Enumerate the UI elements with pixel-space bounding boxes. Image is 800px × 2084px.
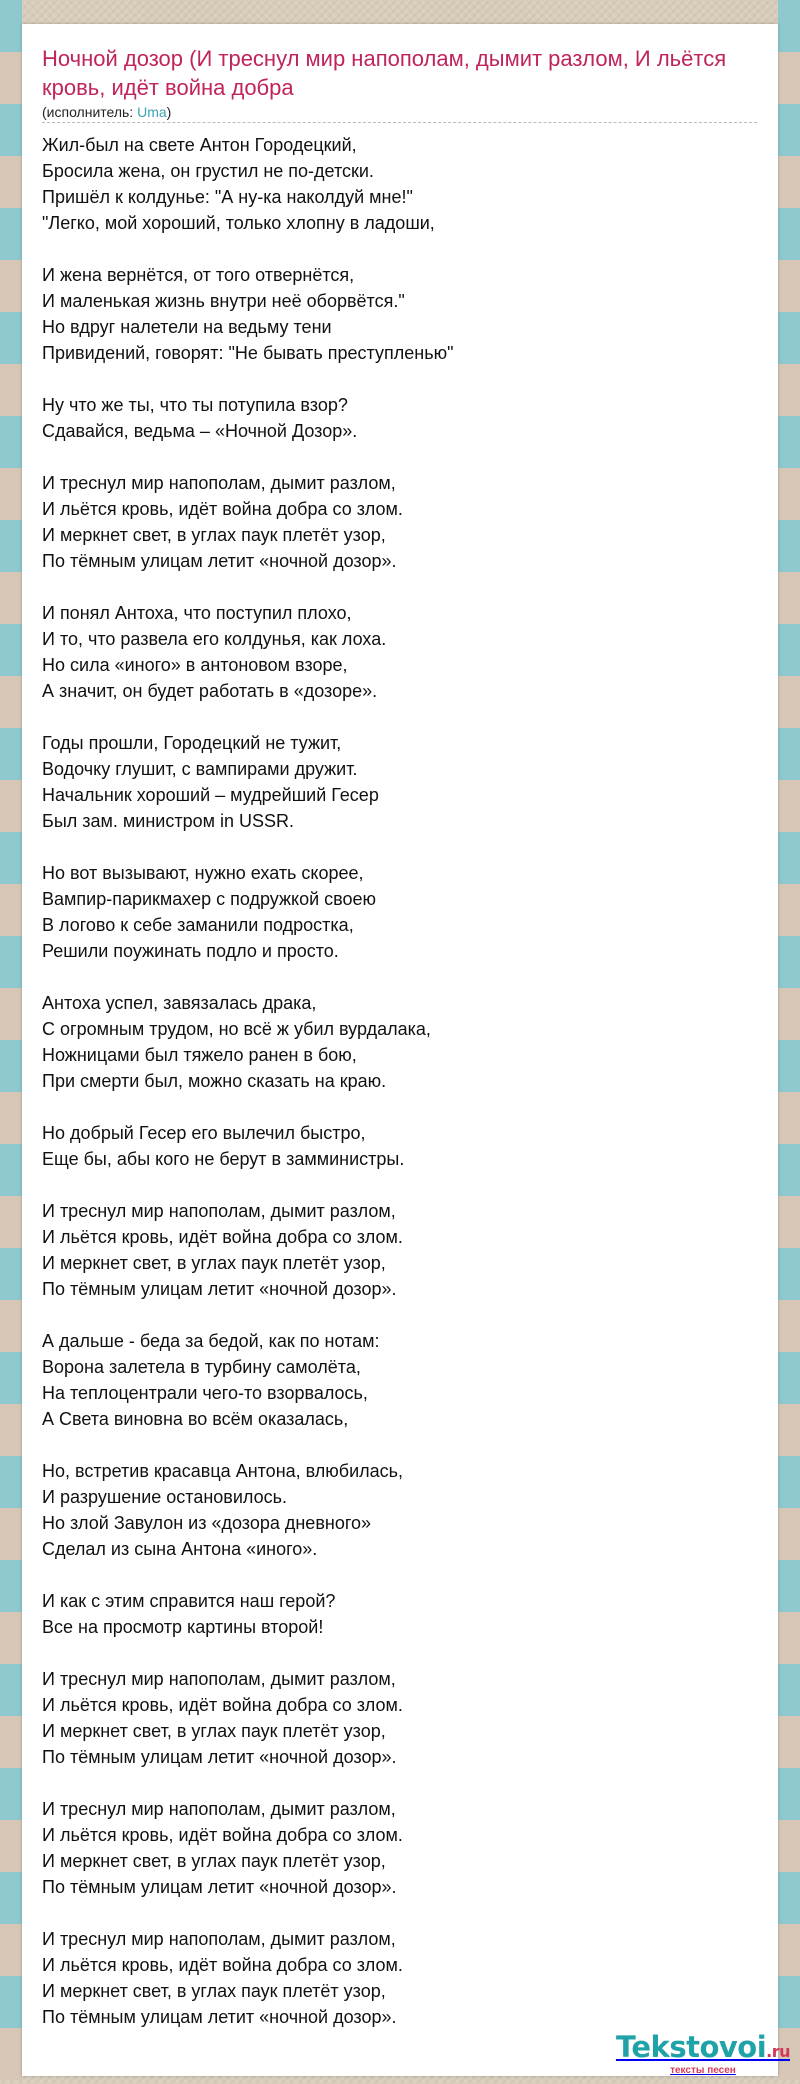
stripe-segment xyxy=(0,1456,22,1508)
stripe-segment xyxy=(0,364,22,416)
logo-tagline: тексты песен xyxy=(670,2065,736,2076)
stripe-segment xyxy=(778,1144,800,1196)
lyrics-stanza xyxy=(42,1796,757,1900)
stripe-segment xyxy=(0,1508,22,1560)
stripe-segment xyxy=(0,52,22,104)
stripe-segment xyxy=(778,312,800,364)
lyrics-line: И треснул мир напополам, дымит разлом, xyxy=(42,1929,396,1949)
stripe-segment xyxy=(0,780,22,832)
stripe-segment xyxy=(0,520,22,572)
stripe-segment xyxy=(0,0,22,52)
stripe-segment xyxy=(0,1664,22,1716)
lyrics-line: На теплоцентрали чего-то взорвалось, xyxy=(42,1383,368,1403)
lyrics-line: Ворона залетела в турбину самолёта, xyxy=(42,1357,361,1377)
stripe-segment xyxy=(778,364,800,416)
lyrics-stanza xyxy=(42,470,757,574)
lyrics-line: Но вдруг налетели на ведьму тени xyxy=(42,317,332,337)
stripe-segment xyxy=(778,1404,800,1456)
stripe-segment xyxy=(778,1508,800,1560)
stripe-segment xyxy=(0,1300,22,1352)
lyrics-line: И меркнет свет, в углах паук плетёт узор, xyxy=(42,1981,386,2001)
lyrics-line: И меркнет свет, в углах паук плетёт узор, xyxy=(42,1253,386,1273)
artist-suffix: ) xyxy=(166,104,172,120)
lyrics-line: Но сила «иного» в антоновом взоре, xyxy=(42,655,348,675)
lyrics-line: И меркнет свет, в углах паук плетёт узор, xyxy=(42,1721,386,1741)
stripe-segment xyxy=(0,1924,22,1976)
stripe-segment xyxy=(0,1404,22,1456)
stripe-segment xyxy=(778,1196,800,1248)
tekstovoi-logo[interactable] xyxy=(616,2032,790,2076)
lyrics-line: Бросила жена, он грустил не по-детски. xyxy=(42,161,374,181)
lyrics-line: Сдавайся, ведьма – «Ночной Дозор». xyxy=(42,421,358,441)
lyrics-line: Но вот вызывают, нужно ехать скорее, xyxy=(42,863,364,883)
stripe-segment xyxy=(778,156,800,208)
lyrics-line: А значит, он будет работать в «дозоре». xyxy=(42,681,378,701)
lyrics-line: И льётся кровь, идёт война добра со злом. xyxy=(42,499,403,519)
lyrics-line: При смерти был, можно сказать на краю. xyxy=(42,1071,387,1091)
lyrics-line: И понял Антоха, что поступил плохо, xyxy=(42,603,352,623)
lyrics-line: По тёмным улицам летит «ночной дозор». xyxy=(42,2007,397,2027)
stripe-segment xyxy=(0,572,22,624)
lyrics-line: Решили поужинать подло и просто. xyxy=(42,941,339,961)
lyrics-line: Вампир-парикмахер с подружкой своею xyxy=(42,889,377,909)
stripe-segment xyxy=(0,728,22,780)
lyrics-line: А дальше - беда за бедой, как по нотам: xyxy=(42,1331,380,1351)
stripe-segment xyxy=(0,988,22,1040)
lyrics-line: Сделал из сына Антона «иного». xyxy=(42,1539,318,1559)
lyrics-line: "Легко, мой хороший, только хлопну в ладоши, xyxy=(42,213,435,233)
lyrics-stanza xyxy=(42,1328,757,1432)
lyrics-stanza xyxy=(42,730,757,834)
stripe-segment xyxy=(778,1716,800,1768)
stripe-segment xyxy=(0,1196,22,1248)
lyrics-line: И льётся кровь, идёт война добра со злом. xyxy=(42,1227,403,1247)
left-decorative-stripes xyxy=(0,0,22,2084)
lyrics-line: И треснул мир напополам, дымит разлом, xyxy=(42,1799,396,1819)
lyrics-line: И меркнет свет, в углах паук плетёт узор, xyxy=(42,1851,386,1871)
lyrics-line: И треснул мир напополам, дымит разлом, xyxy=(42,473,396,493)
stripe-segment xyxy=(778,1976,800,2028)
stripe-segment xyxy=(778,832,800,884)
lyrics-line: И треснул мир напополам, дымит разлом, xyxy=(42,1201,396,1221)
stripe-segment xyxy=(778,1872,800,1924)
stripe-segment xyxy=(778,1040,800,1092)
stripe-segment xyxy=(778,728,800,780)
stripe-segment xyxy=(778,572,800,624)
logo-wordmark xyxy=(616,2032,790,2067)
song-title: Ночной дозор (И треснул мир напополам, дымит разлом, И льётся кровь, идёт война добра xyxy=(42,46,727,100)
lyrics-line: Начальник хороший – мудрейший Гесер xyxy=(42,785,379,805)
stripe-segment xyxy=(0,1560,22,1612)
stripe-segment xyxy=(0,1144,22,1196)
stripe-segment xyxy=(778,936,800,988)
stripe-segment xyxy=(0,468,22,520)
stripe-segment xyxy=(778,260,800,312)
stripe-segment xyxy=(0,1820,22,1872)
stripe-segment xyxy=(778,624,800,676)
lyrics-line: Пришёл к колдунье: "А ну-ка наколдуй мне!" xyxy=(42,187,413,207)
stripe-segment xyxy=(0,2028,22,2080)
lyrics-line: И жена вернётся, от того отвернётся, xyxy=(42,265,355,285)
stripe-segment xyxy=(778,1300,800,1352)
stripe-segment xyxy=(778,1820,800,1872)
lyrics-line: С огромным трудом, но всё ж убил вурдалака, xyxy=(42,1019,431,1039)
lyrics-line: По тёмным улицам летит «ночной дозор». xyxy=(42,1877,397,1897)
lyrics-line: И меркнет свет, в углах паук плетёт узор, xyxy=(42,525,386,545)
lyrics-line: По тёмным улицам летит «ночной дозор». xyxy=(42,1747,397,1767)
artist-prefix: (исполнитель: xyxy=(42,104,138,120)
lyrics-line: Был зам. министром in USSR. xyxy=(42,811,294,831)
stripe-segment xyxy=(0,156,22,208)
stripe-segment xyxy=(0,1976,22,2028)
stripe-segment xyxy=(778,104,800,156)
stripe-segment xyxy=(778,1924,800,1976)
stripe-segment xyxy=(778,988,800,1040)
stripe-segment xyxy=(0,676,22,728)
stripe-segment xyxy=(778,1664,800,1716)
stripe-segment xyxy=(0,104,22,156)
stripe-segment xyxy=(0,312,22,364)
stripe-segment xyxy=(0,260,22,312)
lyrics-stanza xyxy=(42,1458,757,1562)
lyrics-line: Но, встретив красавца Антона, влюбилась, xyxy=(42,1461,404,1481)
lyrics-line: По тёмным улицам летит «ночной дозор». xyxy=(42,1279,397,1299)
stripe-segment xyxy=(0,1352,22,1404)
stripe-segment xyxy=(0,1872,22,1924)
lyrics-line: Водочку глушит, с вампирами дружит. xyxy=(42,759,358,779)
lyrics-line: И то, что развела его колдунья, как лоха. xyxy=(42,629,387,649)
stripe-segment xyxy=(0,624,22,676)
lyrics-line: По тёмным улицам летит «ночной дозор». xyxy=(42,551,397,571)
stripe-segment xyxy=(778,1352,800,1404)
stripe-segment xyxy=(778,208,800,260)
lyrics-line: И маленькая жизнь внутри неё оборвётся." xyxy=(42,291,405,311)
lyrics-line: В логово к себе заманили подростка, xyxy=(42,915,354,935)
logo-main-text: Tekstovoi xyxy=(615,2030,767,2064)
lyrics-line: И разрушение остановилось. xyxy=(42,1487,288,1507)
stripe-segment xyxy=(778,1248,800,1300)
artist-link[interactable]: Uma xyxy=(137,104,167,120)
stripe-segment xyxy=(778,1092,800,1144)
lyrics-line: Жил-был на свете Антон Городецкий, xyxy=(42,135,357,155)
stripe-segment xyxy=(778,780,800,832)
stripe-segment xyxy=(0,1612,22,1664)
lyrics-stanza xyxy=(42,262,757,366)
stripe-segment xyxy=(778,884,800,936)
lyrics-stanza xyxy=(42,1588,757,1640)
lyrics-line: Ну что же ты, что ты потупила взор? xyxy=(42,395,348,415)
stripe-segment xyxy=(778,416,800,468)
lyrics-line: И льётся кровь, идёт война добра со злом. xyxy=(42,1825,403,1845)
lyrics-line: И как с этим справится наш герой? xyxy=(42,1591,336,1611)
lyrics-text xyxy=(42,132,757,2056)
lyrics-stanza xyxy=(42,860,757,964)
stripe-segment xyxy=(0,832,22,884)
stripe-segment xyxy=(0,936,22,988)
lyrics-line: Но добрый Гесер его вылечил быстро, xyxy=(42,1123,366,1143)
lyrics-line: Все на просмотр картины второй! xyxy=(42,1617,324,1637)
lyrics-stanza xyxy=(42,990,757,1094)
lyrics-line: Годы прошли, Городецкий не тужит, xyxy=(42,733,342,753)
lyrics-line: Но злой Завулон из «дозора дневного» xyxy=(42,1513,372,1533)
stripe-segment xyxy=(0,1768,22,1820)
lyrics-stanza xyxy=(42,1120,757,1172)
lyrics-stanza xyxy=(42,1666,757,1770)
lyrics-line: Антоха успел, завязалась драка, xyxy=(42,993,317,1013)
stripe-segment xyxy=(778,0,800,52)
lyrics-line: И льётся кровь, идёт война добра со злом. xyxy=(42,1955,403,1975)
lyrics-stanza xyxy=(42,1198,757,1302)
lyrics-stanza xyxy=(42,1926,757,2030)
stripe-segment xyxy=(0,1092,22,1144)
lyrics-line: А Света виновна во всём оказалась, xyxy=(42,1409,349,1429)
stripe-segment xyxy=(0,1040,22,1092)
right-decorative-stripes xyxy=(778,0,800,2084)
stripe-segment xyxy=(778,1612,800,1664)
logo-domain-suffix: .ru xyxy=(766,2042,790,2061)
stripe-segment xyxy=(0,1248,22,1300)
stripe-segment xyxy=(778,1560,800,1612)
stripe-segment xyxy=(0,208,22,260)
stripe-segment xyxy=(778,468,800,520)
stripe-segment xyxy=(0,884,22,936)
lyrics-card xyxy=(22,24,778,2076)
stripe-segment xyxy=(0,1716,22,1768)
lyrics-line: Ножницами был тяжело ранен в бою, xyxy=(42,1045,357,1065)
stripe-segment xyxy=(778,1768,800,1820)
lyrics-line: И треснул мир напополам, дымит разлом, xyxy=(42,1669,396,1689)
lyrics-line: И льётся кровь, идёт война добра со злом. xyxy=(42,1695,403,1715)
lyrics-stanza xyxy=(42,132,757,236)
stripe-segment xyxy=(778,676,800,728)
lyrics-stanza xyxy=(42,600,757,704)
artist-line xyxy=(42,104,757,123)
stripe-segment xyxy=(778,1456,800,1508)
stripe-segment xyxy=(778,52,800,104)
stripe-segment xyxy=(778,520,800,572)
lyrics-stanza xyxy=(42,392,757,444)
lyrics-line: Привидений, говорят: "Не бывать преступленью" xyxy=(42,343,454,363)
stripe-segment xyxy=(0,416,22,468)
lyrics-line: Еще бы, абы кого не берут в замминистры. xyxy=(42,1149,405,1169)
